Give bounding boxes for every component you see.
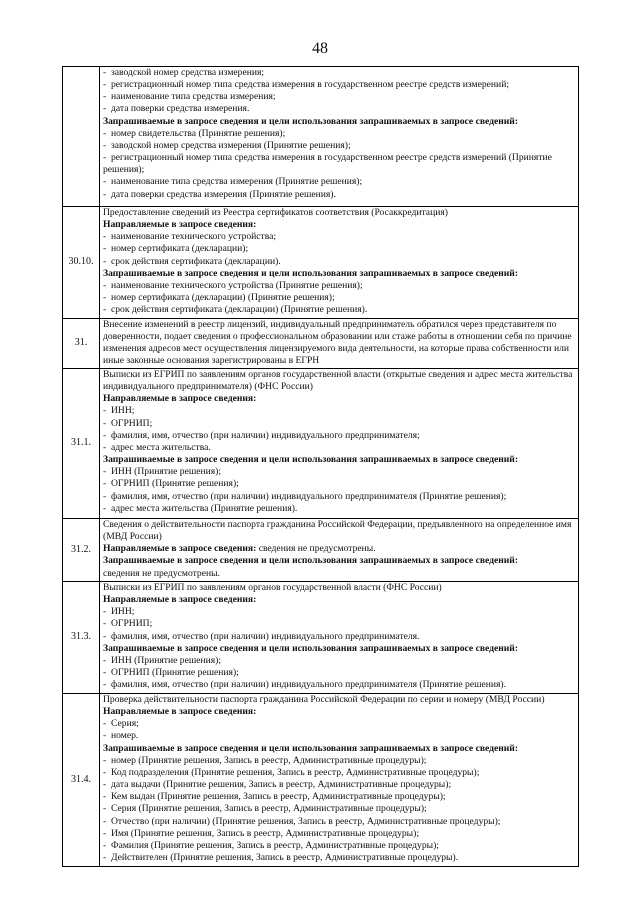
sent-heading: Направляемые в запросе сведения: xyxy=(103,594,257,606)
list-item: - ОГРНИП (Принятие решения); xyxy=(103,667,576,679)
list-item: - регистрационный номер типа средства измерения в государственном реестре средств измерений; xyxy=(103,79,576,91)
requested-none-text: сведения не предусмотрены. xyxy=(103,567,220,579)
requests-table xyxy=(62,66,579,867)
list-item: - ИНН (Принятие решения); xyxy=(103,466,576,478)
row-number: 31. xyxy=(63,319,100,369)
list-item: - Действителен (Принятие решения, Запись в реестр, Административные процедуры). xyxy=(103,852,576,864)
requested-heading: Запрашиваемые в запросе сведения и цели использования запрашиваемых в запросе сведений: xyxy=(103,267,519,279)
row-number: 31.2. xyxy=(63,519,100,582)
list-item: - номер. xyxy=(103,730,576,742)
list-item: - Отчество (при наличии) (Принятие решения, Запись в реестр, Административные процедуры); xyxy=(103,816,576,828)
list-item: - ИНН; xyxy=(103,405,576,417)
list-item: - Код подразделения (Принятие решения, Запись в реестр, Административные процедуры); xyxy=(103,767,576,779)
list-item: - срок действия сертификата (декларации) (Принятие решения). xyxy=(103,304,576,316)
row-number: 31.1. xyxy=(63,369,100,519)
list-item: - дата поверки средства измерения (Принятие решения). xyxy=(103,189,576,201)
row-content xyxy=(100,694,579,867)
list-item: - Серия; xyxy=(103,718,576,730)
row-content xyxy=(100,207,579,319)
list-item: - фамилия, имя, отчество (при наличии) индивидуального предпринимателя (Принятие решения); xyxy=(103,491,576,503)
list-item: - дата выдачи (Принятие решения, Запись в реестр, Административные процедуры); xyxy=(103,779,576,791)
requested-heading: Запрашиваемые в запросе сведения и цели использования запрашиваемых в запросе сведений: xyxy=(103,742,519,754)
list-item: - Имя (Принятие решения, Запись в реестр, Административные процедуры); xyxy=(103,828,576,840)
row-title: Предоставление сведений из Реестра сертификатов соответствия (Росаккредитация) xyxy=(103,207,448,218)
sent-heading: Направляемые в запросе сведения: xyxy=(103,706,257,718)
list-item: - заводской номер средства измерения (Принятие решения); xyxy=(103,140,576,152)
list-item: - ОГРНИП; xyxy=(103,618,576,630)
list-item: - номер (Принятие решения, Запись в реестр, Административные процедуры); xyxy=(103,755,576,767)
list-item: - ОГРНИП (Принятие решения); xyxy=(103,478,576,490)
list-item: - номер сертификата (декларации) (Принятие решения); xyxy=(103,292,576,304)
row-content xyxy=(100,519,579,582)
table-row xyxy=(63,369,579,519)
row-content: Внесение изменений в реестр лицензий, индивидуальный предприниматель обратился через представителя по доверенности, подает сведения о профессиональном образовании или стаже работы в отношении себя по причине изменения адресов мест осуществления лицензируемого вида деятельности, на которые права собственности или иные законные основания зарегистрированы в ЕГРН xyxy=(100,319,579,369)
row-title: Проверка действительности паспорта гражданина Российской Федерации по серии и номеру (МВД России) xyxy=(103,694,545,705)
requested-heading: Запрашиваемые в запросе сведения и цели использования запрашиваемых в запросе сведений: xyxy=(103,642,519,654)
list-item: - Кем выдан (Принятие решения, Запись в реестр, Административные процедуры); xyxy=(103,791,576,803)
sent-heading: Направляемые в запросе сведения: xyxy=(103,393,257,405)
list-item: - регистрационный номер типа средства измерения в государственном реестре средств измерений (Принятие решения); xyxy=(103,152,576,176)
list-item: - адрес места жительства. xyxy=(103,442,576,454)
list-item: - адрес места жительства (Принятие решения). xyxy=(103,503,576,515)
row-title: Выписки из ЕГРИП по заявлениям органов государственной власти (открытые сведения и адрес места жительства индивидуального предпринимателя) (ФНС России) xyxy=(103,369,573,393)
list-item: - ИНН; xyxy=(103,606,576,618)
list-item: - ОГРНИП; xyxy=(103,418,576,430)
requested-heading: Запрашиваемые в запросе сведения и цели использования запрашиваемых в запросе сведений: xyxy=(103,454,519,466)
row-content xyxy=(100,369,579,519)
sent-heading: Направляемые в запросе сведения: xyxy=(103,219,257,231)
list-item: - заводской номер средства измерения; xyxy=(103,67,576,79)
table-row xyxy=(63,519,579,582)
row-number: 31.3. xyxy=(63,582,100,694)
table-row xyxy=(63,319,579,369)
list-item: - номер свидетельства (Принятие решения); xyxy=(103,128,576,140)
table-row xyxy=(63,207,579,319)
list-item: - наименование технического устройства; xyxy=(103,231,576,243)
list-item: - фамилия, имя, отчество (при наличии) индивидуального предпринимателя (Принятие решения). xyxy=(103,679,576,691)
row-number: 30.10. xyxy=(63,207,100,319)
table-row xyxy=(63,67,579,207)
list-item: - наименование технического устройства (Принятие решения); xyxy=(103,280,576,292)
list-item: - ИНН (Принятие решения); xyxy=(103,655,576,667)
list-item: - Серия (Принятие решения, Запись в реестр, Административные процедуры); xyxy=(103,803,576,815)
row-content xyxy=(100,67,579,207)
row-content xyxy=(100,582,579,694)
requested-heading: Запрашиваемые в запросе сведения и цели использования запрашиваемых в запросе сведений: xyxy=(103,115,519,127)
sent-none-text: сведения не предусмотрены. xyxy=(258,543,376,555)
table-row xyxy=(63,582,579,694)
row-number: 31.4. xyxy=(63,694,100,867)
list-item: - срок действия сертификата (декларации). xyxy=(103,256,576,268)
sent-heading: Направляемые в запросе сведения: xyxy=(103,543,257,555)
row-title: Сведения о действительности паспорта гражданина Российской Федерации, предъявленного на определенное имя (МВД России) xyxy=(103,519,572,543)
row-title: Выписки из ЕГРИП по заявлениям органов государственной власти (ФНС России) xyxy=(103,582,442,593)
page-number: 48 xyxy=(312,40,328,57)
table-row xyxy=(63,694,579,867)
requested-heading: Запрашиваемые в запросе сведения и цели использования запрашиваемых в запросе сведений: xyxy=(103,555,519,567)
list-item: - фамилия, имя, отчество (при наличии) индивидуального предпринимателя. xyxy=(103,631,576,643)
row-number xyxy=(63,67,100,207)
list-item: - наименование типа средства измерения; xyxy=(103,91,576,103)
list-item: - номер сертификата (декларации); xyxy=(103,243,576,255)
list-item: - Фамилия (Принятие решения, Запись в реестр, Административные процедуры); xyxy=(103,840,576,852)
list-item: - дата поверки средства измерения. xyxy=(103,103,576,115)
list-item: - фамилия, имя, отчество (при наличии) индивидуального предпринимателя; xyxy=(103,430,576,442)
list-item: - наименование типа средства измерения (Принятие решения); xyxy=(103,176,576,188)
